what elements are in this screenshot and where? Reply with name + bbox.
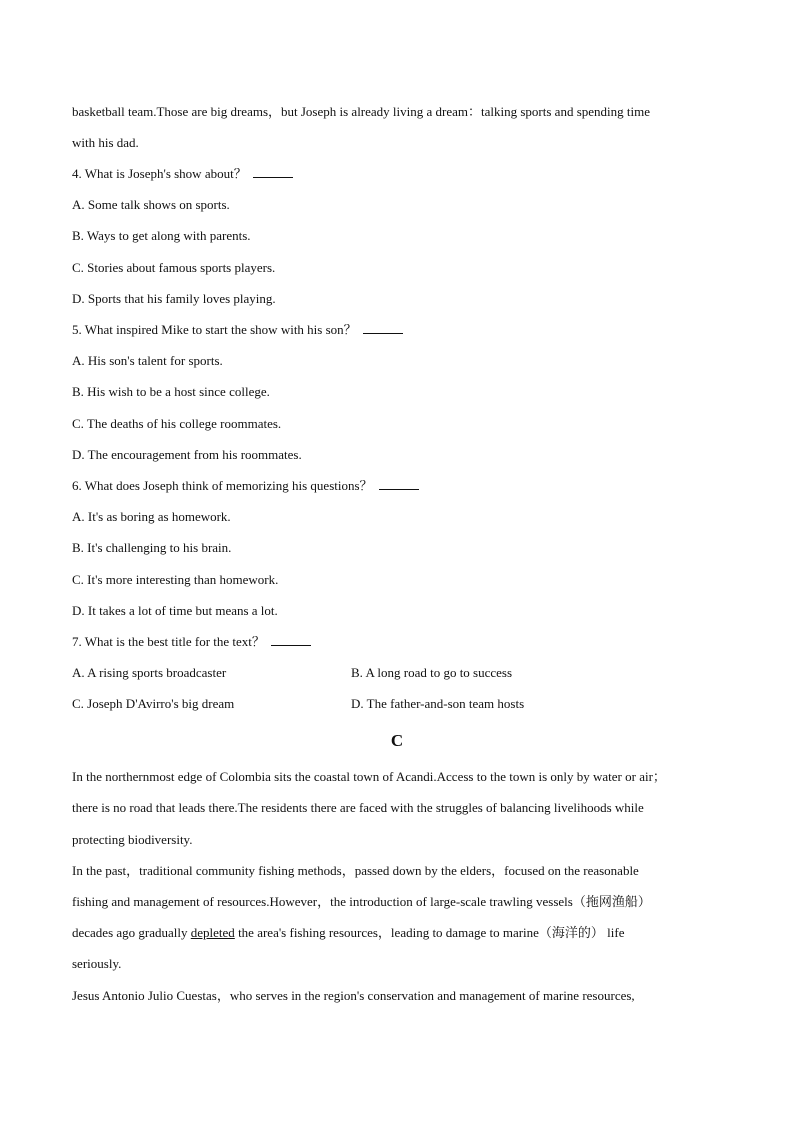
question-7-option-d: D. The father-and-son team hosts bbox=[351, 696, 525, 711]
question-5-option-b: B. His wish to be a host since college. bbox=[72, 384, 270, 399]
answer-blank[interactable] bbox=[379, 478, 419, 490]
question-7-option-c: C. Joseph D'Avirro's big dream bbox=[72, 696, 235, 711]
question-6-option-c: C. It's more interesting than homework. bbox=[72, 572, 279, 587]
question-6-stem: 6. What does Joseph think of memorizing his questions？ bbox=[72, 478, 419, 494]
passage-line: seriously. bbox=[72, 956, 122, 971]
passage-line: decades ago gradually depleted the area's fishing resources，leading to damage to marine（海洋的） life bbox=[72, 925, 625, 940]
answer-blank[interactable] bbox=[271, 634, 311, 646]
underlined-word: depleted bbox=[190, 925, 235, 940]
section-heading: C bbox=[390, 731, 404, 750]
passage-line: Jesus Antonio Julio Cuestas，who serves in the region's conservation and management of marine resources, bbox=[72, 988, 635, 1003]
question-6-option-d: D. It takes a lot of time but means a lot. bbox=[72, 603, 278, 618]
question-5-stem: 5. What inspired Mike to start the show with his son？ bbox=[72, 322, 403, 338]
answer-blank[interactable] bbox=[363, 322, 403, 334]
question-7-option-a: A. A rising sports broadcaster bbox=[72, 665, 227, 680]
passage-line: In the past，traditional community fishing methods，passed down by the elders，focused on the reasonable bbox=[72, 863, 639, 878]
question-4-option-c: C. Stories about famous sports players. bbox=[72, 260, 276, 275]
passage-line: with his dad. bbox=[72, 135, 139, 150]
question-4-option-b: B. Ways to get along with parents. bbox=[72, 228, 251, 243]
question-6-option-b: B. It's challenging to his brain. bbox=[72, 540, 232, 555]
question-5-option-a: A. His son's talent for sports. bbox=[72, 353, 223, 368]
question-4-option-a: A. Some talk shows on sports. bbox=[72, 197, 230, 212]
passage-line: fishing and management of resources.However，the introduction of large-scale trawling vessels（拖网渔船） bbox=[72, 894, 651, 909]
passage-line: In the northernmost edge of Colombia sits the coastal town of Acandi.Access to the town is only by water or air； bbox=[72, 769, 666, 784]
passage-line: protecting biodiversity. bbox=[72, 832, 193, 847]
question-4-option-d: D. Sports that his family loves playing. bbox=[72, 291, 276, 306]
answer-blank[interactable] bbox=[253, 166, 293, 178]
question-7-stem: 7. What is the best title for the text？ bbox=[72, 634, 311, 650]
question-5-option-d: D. The encouragement from his roommates. bbox=[72, 447, 302, 462]
question-7-option-b: B. A long road to go to success bbox=[351, 665, 513, 680]
question-5-option-c: C. The deaths of his college roommates. bbox=[72, 416, 282, 431]
question-6-option-a: A. It's as boring as homework. bbox=[72, 509, 231, 524]
question-4-stem: 4. What is Joseph's show about？ bbox=[72, 166, 293, 182]
passage-line: there is no road that leads there.The residents there are faced with the struggles of balancing livelihoods while bbox=[72, 800, 644, 815]
passage-line: basketball team.Those are big dreams，but Joseph is already living a dream：talking sports and spending time bbox=[72, 104, 650, 119]
